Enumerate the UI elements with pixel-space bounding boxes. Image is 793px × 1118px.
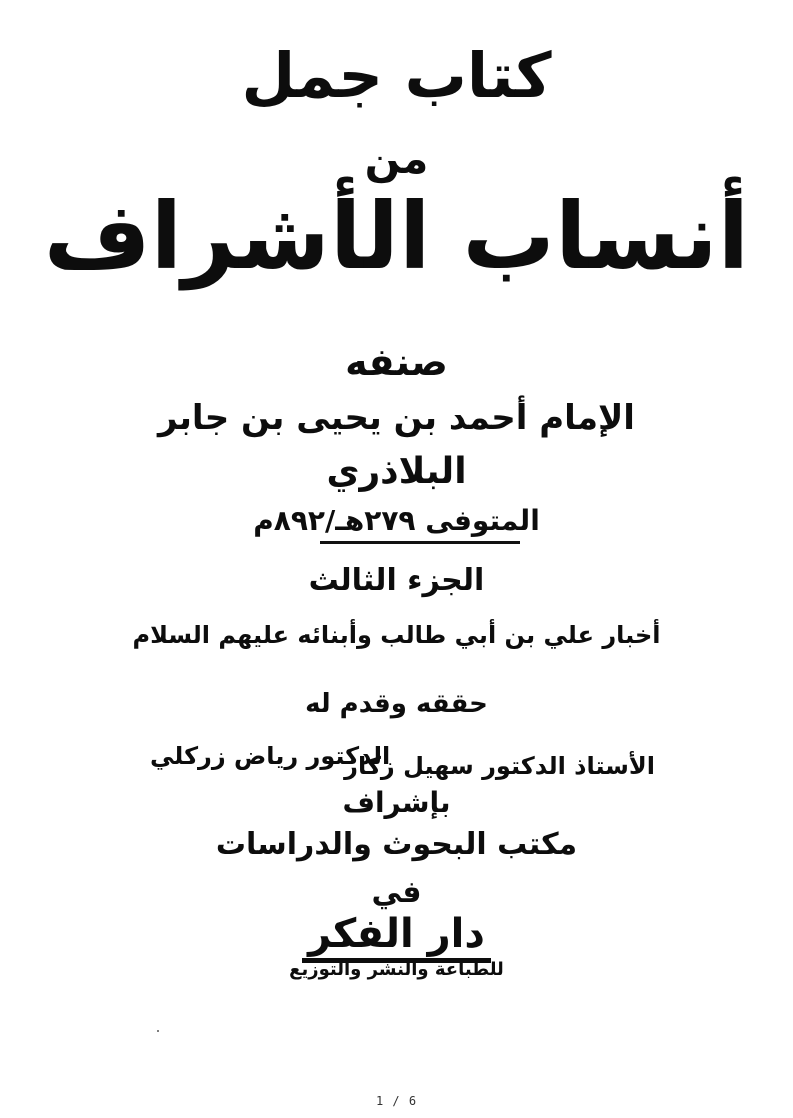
volume-label: الجزء الثالث	[308, 563, 485, 598]
volume-subject: أخبار علي بن أبي طالب وأبنائه عليهم السلام	[132, 621, 661, 649]
editor-secondary: الدكتور رياض زركلي	[150, 742, 391, 770]
death-date-underline	[320, 541, 520, 544]
book-title-main: أنساب الأشراف	[43, 183, 750, 290]
book-title-connector: من	[364, 134, 429, 183]
author-name: الإمام أحمد بن يحيى بن جابر	[158, 398, 635, 438]
in-word: في	[371, 875, 422, 910]
edited-intro: حققه وقدم له	[305, 689, 488, 719]
composed-by-label: صنفه	[345, 340, 448, 384]
supervision-label: بإشراف	[342, 786, 451, 819]
publisher-tagline: للطباعة والنشر والتوزيع	[289, 959, 504, 980]
scan-speck	[157, 1030, 159, 1032]
book-title-line-1: كتاب جمل	[241, 39, 552, 112]
publisher-block	[0, 912, 793, 963]
publisher-logo: دار الفكر	[302, 912, 491, 963]
page-indicator: 1 / 6	[375, 1094, 418, 1108]
research-office: مكتب البحوث والدراسات	[215, 827, 578, 862]
author-death-date: المتوفى ٢٧٩هـ/٨٩٢م	[253, 504, 540, 537]
editor-primary: الأستاذ الدكتور سهيل زكار	[344, 752, 655, 780]
author-nisba: البلاذري	[326, 451, 467, 492]
